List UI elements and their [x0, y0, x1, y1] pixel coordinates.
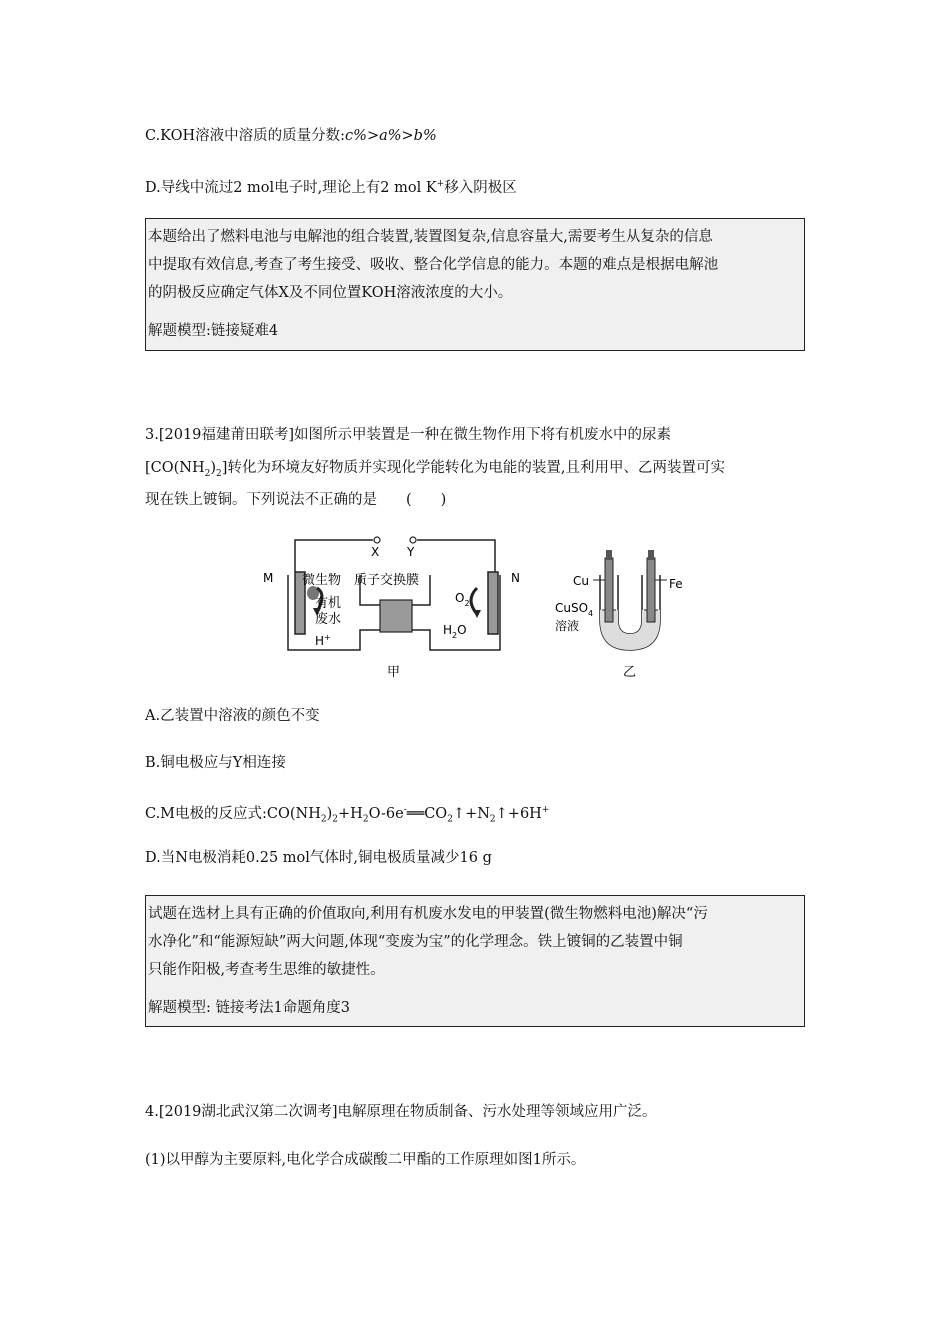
analysis-box-1-line-3: 的阴极反应确定气体X及不同位置KOH溶液浓度的大小。: [148, 285, 513, 301]
question-4-line-2: (1)以甲醇为主要原料,电化学合成碳酸二甲酯的工作原理如图1所示。: [145, 1152, 586, 1168]
label-o2: $O_2$: [455, 591, 470, 608]
oc-4: O-6e: [368, 805, 404, 822]
label-microbe: 微生物: [302, 573, 342, 588]
label-solution: 溶液: [555, 619, 580, 633]
option-d-prev-text-end: 移入阴极区: [444, 179, 517, 196]
analysis-box-1-model: 解题模型:链接疑难4: [148, 323, 279, 339]
label-cuso4: CuSO$_4$: [555, 601, 594, 618]
option-d: D.当N电极消耗0.25 mol气体时,铜电极质量减少16 g: [145, 850, 492, 866]
cu-cap: [606, 550, 612, 560]
q3-l2-c: ]转化为环境友好物质并实现化学能转化为电能的装置,且利用甲、乙两装置可实: [221, 460, 726, 476]
electrode-n: [488, 572, 498, 634]
terminal-x: [374, 537, 380, 543]
wire-right: [417, 540, 495, 572]
label-cu: Cu: [573, 574, 589, 588]
oc-1: C.M电极的反应式:CO(NH: [145, 805, 321, 822]
oc-sup1: -: [403, 805, 407, 815]
label-x: X: [371, 545, 380, 559]
label-hplus: H+: [315, 633, 331, 648]
analysis-box-2-line-3: 只能作阳极,考查考生思维的敏捷性。: [148, 962, 385, 978]
label-organic-2: 废水: [315, 612, 342, 627]
oc-s2: 2: [332, 814, 339, 825]
oc-5: CO: [424, 805, 448, 822]
electrode-fe: [647, 558, 655, 622]
label-jia: 甲: [387, 665, 401, 680]
u-tube-inner: [618, 575, 642, 634]
question-3-line-1: 3.[2019福建莆田联考]如图所示甲装置是一种在微生物作用下将有机废水中的尿素: [145, 427, 672, 443]
option-c-prev-relation: c%>a%>b%: [345, 128, 437, 144]
option-d-prev: [145, 174, 517, 198]
oc-3: +H: [338, 805, 363, 822]
oc-s4: 2: [447, 814, 453, 825]
question-4-line-1: 4.[2019湖北武汉第二次调考]电解原理在物质制备、污水处理等领域应用广泛。: [145, 1104, 657, 1120]
label-membrane: 质子交换膜: [354, 573, 420, 588]
option-c-prev: [145, 126, 437, 146]
electrochemistry-diagram: [255, 530, 695, 680]
oc-s1: 2: [320, 814, 327, 825]
q3-l2-sub2: 2: [216, 468, 222, 479]
q3-l2-b: ): [210, 460, 217, 476]
analysis-box-2-line-2: 水净化”和“能源短缺”两大问题,体现“变废为宝”的化学理念。铁上镀铜的乙装置中铜: [148, 934, 683, 950]
wire-left: [295, 540, 373, 572]
option-c-prev-text: C.KOH溶液中溶质的质量分数:: [145, 128, 346, 144]
analysis-box-2-line-1: 试题在选材上具有正确的价值取向,利用有机废水发电的甲装置(微生物燃料电池)解决“污: [148, 906, 708, 922]
analysis-box-1-line-2: 中提取有效信息,考查了考生接受、吸收、整合化学信息的能力。本题的难点是根据电解池: [148, 257, 719, 273]
fe-cap: [648, 550, 654, 560]
option-d-prev-sup: +: [436, 179, 445, 189]
oc-2: ): [326, 805, 333, 822]
analysis-box-1-line-1: 本题给出了燃料电池与电解池的组合装置,装置图复杂,信息容量大,需要考生从复杂的信息: [148, 229, 713, 245]
oc-s3: 2: [362, 814, 369, 825]
proton-exchange-membrane: [380, 600, 412, 632]
option-d-prev-text: D.导线中流过2 mol电子时,理论上有2 mol K: [145, 179, 437, 196]
analysis-box-1: [145, 218, 805, 351]
option-a: A.乙装置中溶液的颜色不变: [145, 708, 320, 724]
oc-s5: 2: [489, 814, 496, 825]
analysis-box-2: [145, 895, 805, 1027]
label-h2o: $H_2O$: [443, 623, 467, 640]
electrode-cu: [605, 558, 613, 622]
oc-sup2: +: [541, 805, 550, 815]
label-m: M: [263, 571, 274, 585]
oc-eq: ══: [406, 805, 425, 822]
q3-l2-sub1: 2: [204, 468, 211, 479]
option-c: [145, 800, 549, 830]
terminal-y: [410, 537, 416, 543]
analysis-box-2-model: 解题模型: 链接考法1命题角度3: [148, 1000, 350, 1016]
label-fe: Fe: [669, 577, 683, 591]
oc-7: ↑+6H: [495, 805, 542, 822]
label-yi: 乙: [623, 665, 637, 680]
arrow-right-head: [473, 610, 481, 618]
label-n: N: [511, 571, 520, 585]
label-organic-1: 有机: [315, 596, 342, 611]
label-y: Y: [407, 545, 415, 559]
option-b: B.铜电极应与Y相连接: [145, 755, 286, 771]
question-3-line-3: 现在铁上镀铜。下列说法不正确的是 ( ): [145, 492, 447, 508]
question-3-line-2: [145, 458, 725, 484]
oc-6: ↑+N: [452, 805, 490, 822]
q3-l2-a: [CO(NH: [145, 460, 205, 476]
